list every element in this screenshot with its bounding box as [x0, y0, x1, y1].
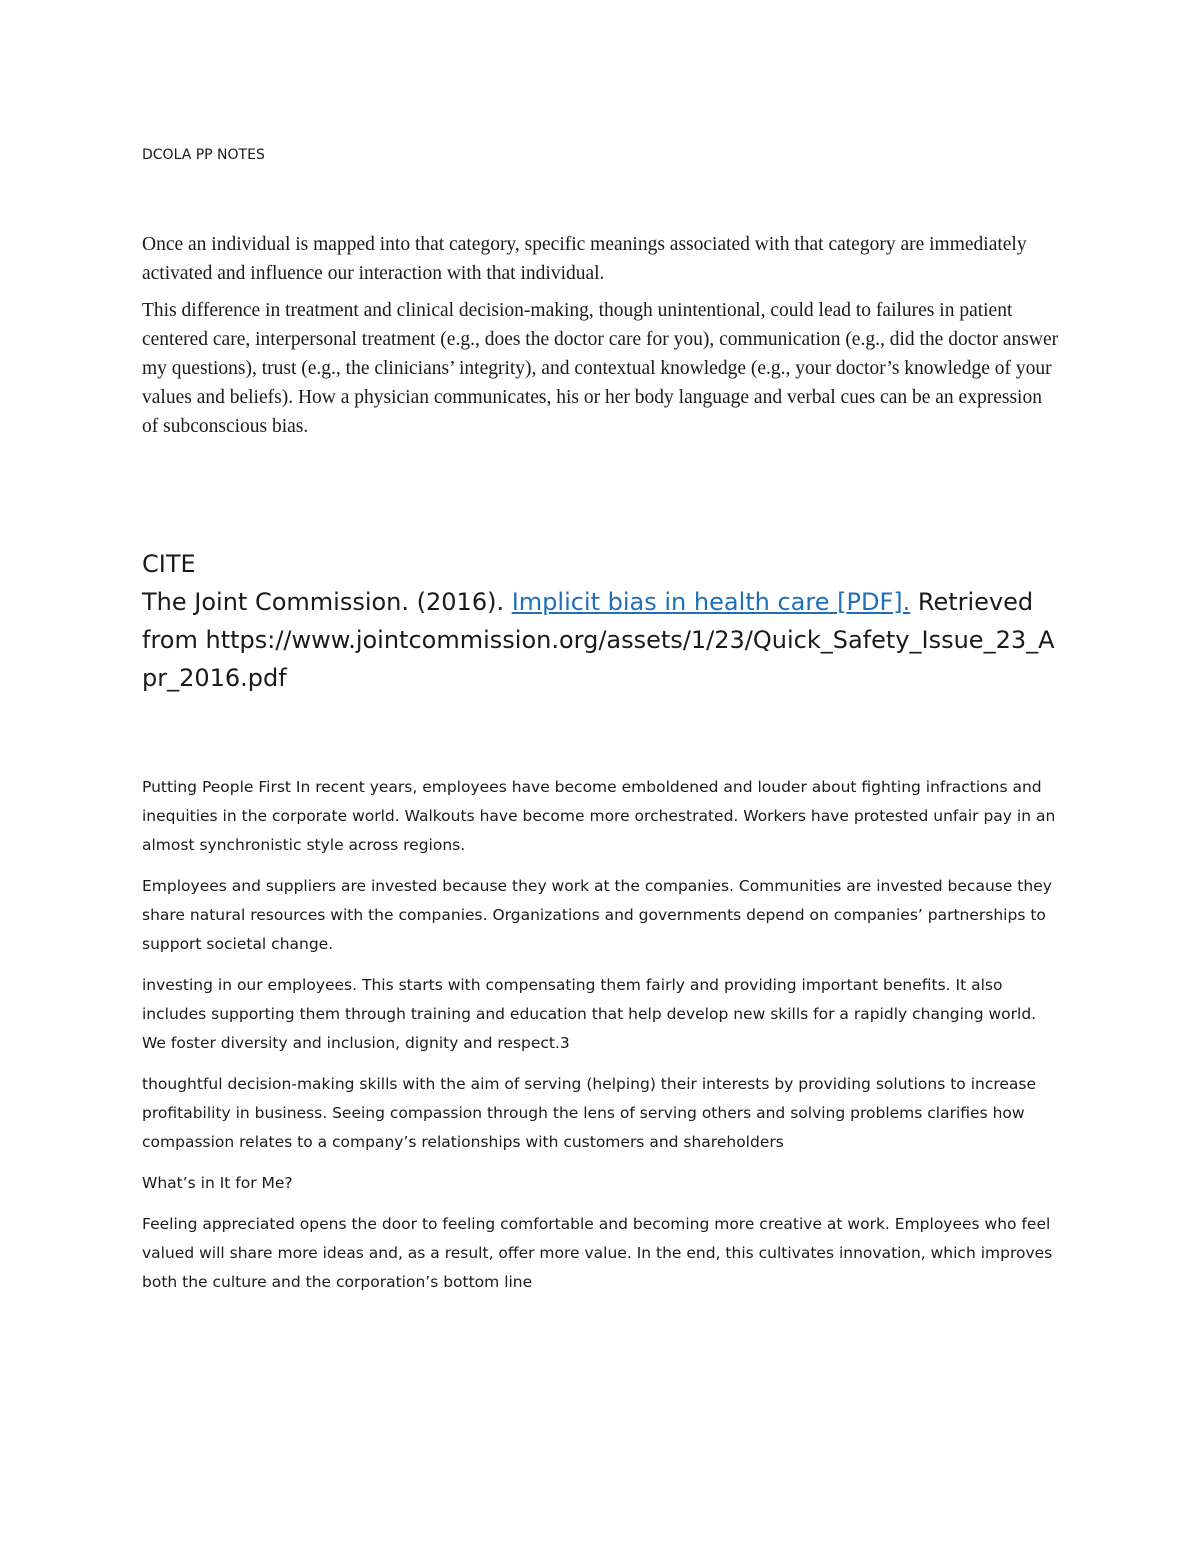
cite-heading: CITE: [142, 550, 196, 578]
paragraph: Feeling appreciated opens the door to feeling comfortable and becoming more creative at work. Employees who feel valued will share more ideas and, as a result, offer more value. In the end, this cultivates innovation, which improves both the culture and the corporation’s bottom line: [142, 1215, 1053, 1291]
paragraph: Employees and suppliers are invested because they work at the companies. Communities are invested because they share natural resources with the companies. Organizations and governments depend on companies’ partnerships to support societal change.: [142, 877, 1052, 953]
paragraph: Putting People First In recent years, employees have become emboldened and louder about fighting infractions and inequities in the corporate world. Walkouts have become more orchestrated. Workers have protested unfair pay in an almost synchronistic style across regions.: [142, 778, 1056, 854]
paragraph: investing in our employees. This starts with compensating them fairly and providing important benefits. It also includes supporting them through training and education that help develop new skills for a rapidly changing world. We foster diversity and inclusion, dignity and respect.3: [142, 976, 1037, 1052]
cite-url: https://www.jointcommission.org/assets/1/23/Quick_Safety_Issue_23_Apr_2016.pdf: [142, 626, 1055, 692]
cite-suffix: Retrieved from: [142, 588, 1034, 654]
paragraph: Once an individual is mapped into that category, specific meanings associated with that category are immediately activated and influence our interaction with that individual.: [142, 234, 1027, 284]
citation-section: [142, 545, 1062, 697]
paragraph: thoughtful decision-making skills with the aim of serving (helping) their interests by providing solutions to increase profitability in business. Seeing compassion through the lens of serving others and solving problems clarifies how compassion relates to a company’s relationships with customers and shareholders: [142, 1075, 1037, 1151]
serif-section: [142, 230, 1062, 449]
cite-prefix: The Joint Commission. (2016).: [142, 588, 512, 616]
paragraph: This difference in treatment and clinical decision-making, though unintentional, could lead to failures in patient centered care, interpersonal treatment (e.g., does the doctor care for you), communication (e.g., did the doctor answer my questions), trust (e.g., the clinicians’ integrity), and contextual knowledge (e.g., your doctor’s knowledge of your values and beliefs). How a physician communicates, his or her body language and verbal cues can be an expression of subconscious bias.: [142, 300, 1059, 437]
sans-section: [142, 773, 1062, 1309]
cite-link[interactable]: Implicit bias in health care [PDF].: [511, 588, 911, 616]
subheading: What’s in It for Me?: [142, 1174, 293, 1192]
document-header: DCOLA PP NOTES: [142, 147, 265, 163]
